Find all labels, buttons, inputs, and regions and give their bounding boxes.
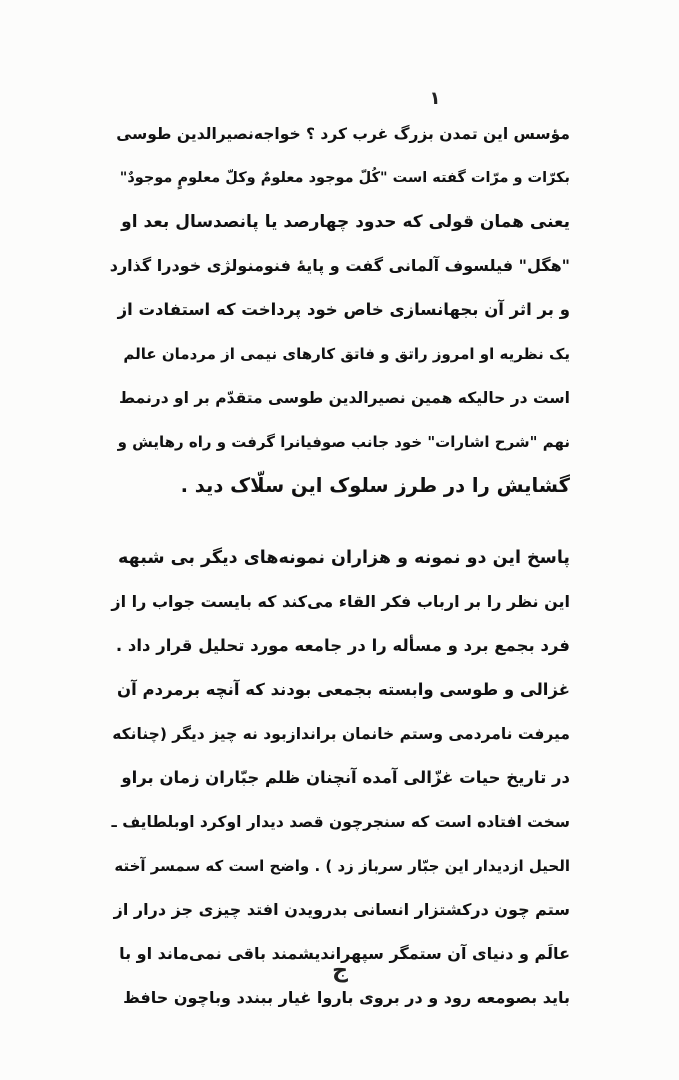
text-line: و بر اثر آن بجهانسازی خاص خود پرداخت که استفادت از — [117, 300, 570, 319]
text-line: بکرّات و مرّات گفته است "کُلّ موجود معلومٌ وکلّ معلومٍ موجودٌ" — [119, 170, 570, 186]
text-line: این نظر را بر ارباب فکر القاء می‌کند که بایست جواب را از — [111, 592, 570, 611]
text-line: پاسخ این دو نمونه و هزاران نمونه‌های دیگر بی شبهه — [118, 548, 570, 568]
text-line: فرد بجمع برد و مسأله را در جامعه مورد تحلیل قرار داد . — [115, 636, 570, 655]
page-top-mark: ۱ — [429, 88, 441, 109]
text-line: الحیل ازدیدار این جبّار سرباز زد ) . واضح است که سمسر آخته — [114, 857, 570, 875]
text-line: ستم چون درکشتزار انسانی بدرویدن افتد چیزی جز درار از — [113, 900, 570, 919]
text-line: میرفت نامردمی وستم خانمان براندازبود نه چیز دیگر (چنانکه — [112, 725, 570, 743]
text-line: در تاریخ حیات غزّالی آمده آنچنان ظلم جبّاران زمان براو — [121, 768, 570, 787]
text-line: نهم "شرح اشارات" خود جانب صوفیانرا گرفت و راه رهایش و — [117, 433, 570, 451]
text-line: یک نظریه او امروز راتق و فاتق کارهای نیمی از مردمان عالم — [123, 345, 570, 363]
text-line: سخت افتاده است که سنجرچون قصد دیدار اوکرد اوبلطایف ـ — [111, 813, 570, 831]
text-line: یعنی همان قولی که حدود چهارصد یا پانصدسال بعد او — [121, 212, 570, 232]
paragraph-1 — [110, 112, 570, 508]
text-line: است در حالیکه همین نصیرالدین طوسی متقدّم بر او درنمط — [118, 389, 570, 407]
text-line: عالَم و دنیای آن ستمگر سپهراندیشمند باقی نمی‌ماند او با — [119, 944, 570, 963]
text-line: مؤسس این تمدن بزرگ غرب کرد ؟ خواجه‌نصیرالدین طوسی — [116, 125, 570, 143]
page-number: ج — [332, 958, 348, 983]
text-line: گشایش را در طرز سلوک این سلّاک دید . — [180, 474, 570, 497]
paragraph-2 — [110, 536, 570, 1020]
text-line: باید بصومعه رود و در بروی باروا غیار ببندد وباچون حافظ — [123, 988, 570, 1007]
text-line: غزالی و طوسی وابسته بجمعی بودند که آنچه برمردم آن — [117, 680, 570, 699]
body-text — [110, 112, 570, 1020]
text-line: "هگل" فیلسوف آلمانی گفت و پایهٔ فنومنولژی خودرا گذارد — [110, 256, 570, 275]
